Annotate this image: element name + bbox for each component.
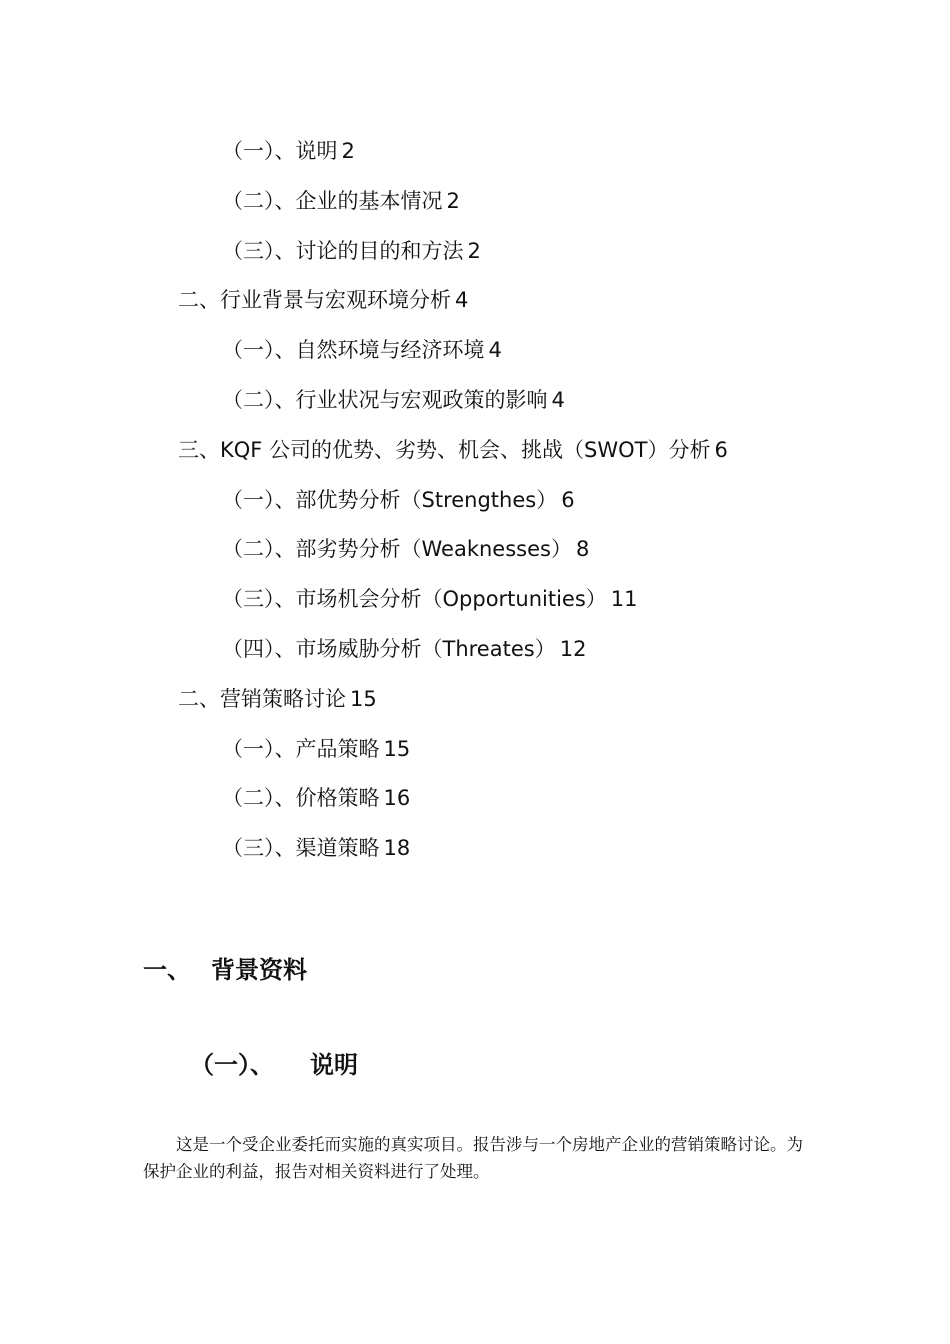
toc-page-number: 15 xyxy=(383,736,411,761)
toc-page-number: 4 xyxy=(488,338,502,363)
toc-page-number: 4 xyxy=(455,288,469,313)
toc-entry-text: （四）、市场威胁分析（Threates） xyxy=(222,636,556,661)
section-title: 背景资料 xyxy=(211,956,307,984)
toc-entry-text: （二）、企业的基本情况 xyxy=(222,188,443,213)
section-number: 一、 xyxy=(143,956,191,984)
toc-page-number: 8 xyxy=(575,537,590,562)
toc-entry-text: 二、行业背景与宏观环境分析 xyxy=(178,288,451,313)
subsection-number: （一）、 xyxy=(190,1051,274,1079)
toc-entry[interactable] xyxy=(0,729,950,779)
toc-entry[interactable] xyxy=(0,330,950,380)
toc-page-number: 16 xyxy=(383,786,411,811)
toc-page-number: 2 xyxy=(341,139,355,163)
toc-entry[interactable] xyxy=(0,280,950,330)
toc-page-number: 18 xyxy=(383,836,411,861)
toc-entry-text: （一）、部优势分析（Strengthes） xyxy=(222,487,558,512)
toc-entry[interactable] xyxy=(0,181,950,231)
toc-entry-text: （三）、讨论的目的和方法 xyxy=(222,238,464,263)
toc-entry-text: （一）、说明 xyxy=(222,139,338,163)
toc-entry-text: （二）、价格策略 xyxy=(222,786,380,811)
toc-entry[interactable] xyxy=(0,231,950,281)
toc-entry[interactable] xyxy=(0,579,950,629)
toc-entry[interactable] xyxy=(0,529,950,579)
toc-entry[interactable] xyxy=(0,480,950,530)
toc-entry-text: （三）、渠道策略 xyxy=(222,836,380,861)
toc-entry[interactable] xyxy=(0,828,950,878)
toc-page-number: 6 xyxy=(714,437,728,462)
toc-entry-text: （一）、产品策略 xyxy=(222,736,380,761)
toc-entry[interactable] xyxy=(0,679,950,729)
toc-page-number: 4 xyxy=(551,387,565,412)
toc-page-number: 15 xyxy=(350,686,377,711)
subsection-heading xyxy=(190,1045,358,1080)
subsection-title: 说明 xyxy=(310,1051,358,1079)
toc-entry-text: 三、KQF 公司的优势、劣势、机会、挑战（SWOT）分析 xyxy=(178,437,711,462)
toc-page-number: 12 xyxy=(559,636,587,661)
toc-page-number: 2 xyxy=(446,188,460,213)
body-paragraph: 这是一个受企业委托而实施的真实项目。报告涉与一个房地产企业的营销策略讨论。为保护企业的利益，报告对相关资料进行了处理。 xyxy=(143,1135,803,1181)
toc-entry[interactable] xyxy=(0,629,950,679)
table-of-contents xyxy=(0,131,950,878)
toc-entry-text: （二）、行业状况与宏观政策的影响 xyxy=(222,387,548,412)
toc-entry[interactable] xyxy=(0,430,950,480)
toc-entry[interactable] xyxy=(0,131,950,181)
toc-entry-text: （一）、自然环境与经济环境 xyxy=(222,338,485,363)
toc-entry-text: 二、营销策略讨论 xyxy=(178,686,346,711)
toc-entry[interactable] xyxy=(0,778,950,828)
toc-page-number: 2 xyxy=(467,238,481,263)
section-heading xyxy=(143,950,307,985)
toc-page-number: 6 xyxy=(561,487,575,512)
toc-page-number: 11 xyxy=(610,587,638,612)
toc-entry[interactable] xyxy=(0,380,950,430)
toc-entry-text: （二）、部劣势分析（Weaknesses） xyxy=(222,537,572,562)
toc-entry-text: （三）、市场机会分析（Opportunities） xyxy=(222,587,607,612)
